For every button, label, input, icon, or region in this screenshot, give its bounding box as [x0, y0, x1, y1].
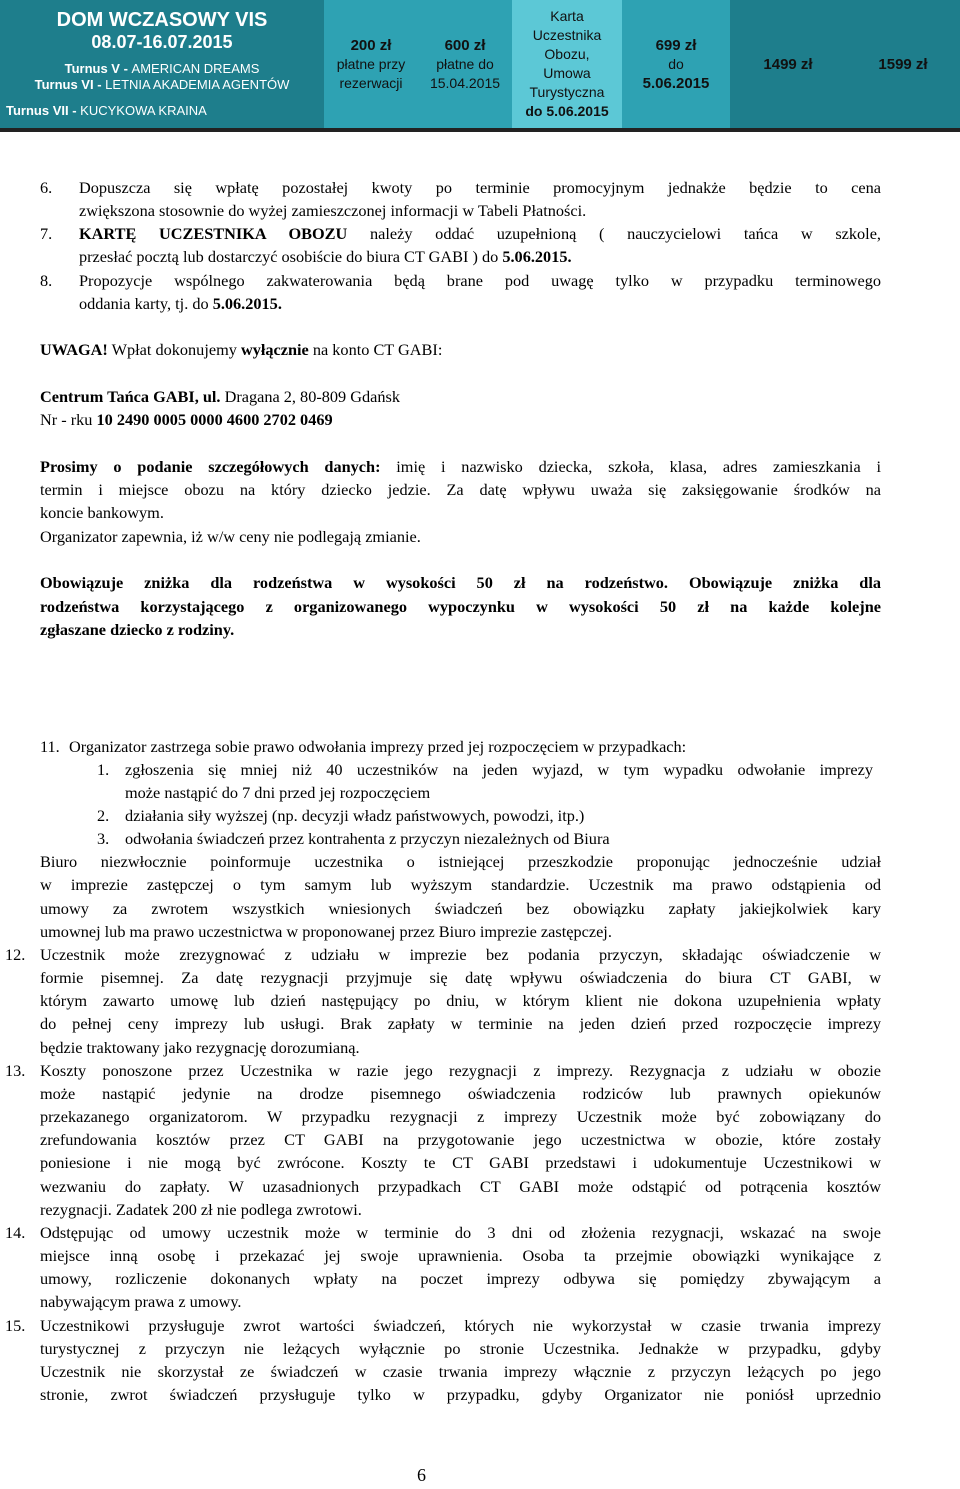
sec-13-line-2: może nastąpić jedynie na drodze pisemnego oświadczenia rodziców lub prawnych opiekunów	[40, 1084, 881, 1103]
item-6-line-1: Dopuszcza się wpłatę pozostałej kwoty po terminie promocyjnym jednakże będzie to cena	[79, 178, 881, 197]
sec-14-line-4: nabywającym prawa z umowy.	[40, 1292, 242, 1311]
camp-dates: 08.07-16.07.2015	[91, 32, 233, 52]
sec-11-sub-2: działania siły wyższej (np. decyzji władz państwowych, powodzi, itp.)	[125, 806, 585, 825]
sec-14-line-3: umowy, rozliczenie dokonanych wpłaty na poczet imprezy odbywa się pomiędzy zbywającym a	[40, 1269, 881, 1288]
sec-14-line-2: miejsce inną osobę i przekazać jej swoje uprawnienia. Osoba ta przejmie obowiązki wynikające z	[40, 1246, 881, 1265]
details-line-1: Prosimy o podanie szczegółowych danych: imię i nazwisko dziecka, szkoła, klasa, adres zamieszkania i	[40, 457, 881, 476]
sec-15-number: 15.	[5, 1316, 26, 1335]
header-divider	[0, 128, 960, 150]
bank-address: Centrum Tańca GABI, ul. Dragana 2, 80-809 Gdańsk	[40, 387, 400, 406]
item-6-line-2: zwiększona stosownie do wyżej zamieszczonej informacji w Tabeli Płatności.	[79, 201, 587, 220]
sec-13-line-6: wezwaniu do zapłaty. W uzasadnionych przypadkach CT GABI może odstąpić od potrącenia kosztów	[40, 1177, 881, 1196]
camp-title: DOM WCZASOWY VIS	[56, 9, 268, 31]
payment-notice: UWAGA! Wpłat dokonujemy wyłącznie na konto CT GABI:	[40, 340, 443, 359]
sec-13-line-5: poniesione i nie mogą być zwrócone. Koszty te CT GABI przedstawi i udokumentuje Uczestnikowi w	[40, 1153, 881, 1172]
discount-line-1: Obowiązuje zniżka dla rodzeństwa w wysokości 50 zł na rodzeństwo. Obowiązuje zniżka dla	[40, 573, 881, 592]
sec-11-number: 11.	[40, 737, 60, 756]
sec-13-line-7: rezygnacji. Zadatek 200 zł nie podlega zwrotowi.	[40, 1200, 362, 1219]
price-1499-cell: 1499 zł	[730, 0, 846, 128]
sec-11-sub-3-number: 3.	[97, 829, 110, 848]
sec-12-number: 12.	[5, 945, 26, 964]
sec-11-intro: Organizator zastrzega sobie prawo odwołania imprezy przed jej rozpoczęciem w przypadkach:	[69, 737, 687, 756]
sec-14-line-1: Odstępując od umowy uczestnik może w terminie do 3 dni od złożenia rezygnacji, wskazać na swoje	[40, 1223, 881, 1242]
sec-13-line-3: przekazanego organizatorom. W przypadku rezygnacji z imprezy Uczestnik może być zobowiązany do	[40, 1107, 881, 1126]
sec-11-sub-1-line-2: może nastąpić do 7 dni przed jej rozpoczęciem	[125, 783, 431, 802]
documents-cell: Karta Uczestnika Obozu, Umowa Turystyczna do 5.06.2015	[512, 0, 622, 128]
sec-11-para-4: umownej lub ma prawo uczestnictwa w proponowanej przez Biuro imprezie zastępczej.	[40, 922, 612, 941]
item-8-number: 8.	[40, 271, 53, 290]
sec-11-sub-1-line-1: zgłoszenia się mniej niż 40 uczestników na jeden wyjazd, w tym wypadku odwołanie imprezy	[125, 760, 873, 779]
account-number: Nr - rku 10 2490 0005 0000 4600 2702 0469	[40, 410, 333, 429]
sec-12-line-2: formie pisemnej. Za datę rezygnacji przyjmuje się datę wpływu oświadczenia do biura CT GABI, w	[40, 968, 881, 987]
details-line-4: Organizator zapewnia, iż w/w ceny nie podlegają zmianie.	[40, 527, 421, 546]
sec-12-line-3: którym zawarto umowę lub dzień następujący po dniu, w którym klient nie dokona uzupełnienia wpłaty	[40, 991, 881, 1010]
item-8-line-2: oddania karty, tj. do 5.06.2015.	[79, 294, 282, 313]
sec-15-line-1: Uczestnikowi przysługuje zwrot wartości świadczeń, których nie wykorzystał w czasie trwania imprezy	[40, 1316, 881, 1335]
price-table-header	[0, 0, 960, 150]
discount-line-3: zgłaszane dziecko z rodziny.	[40, 620, 235, 639]
turnus-vii: Turnus VII - KUCYKOWA KRAINA	[6, 103, 207, 118]
item-7-number: 7.	[40, 224, 53, 243]
sec-13-number: 13.	[5, 1061, 26, 1080]
sec-13-line-4: zrefundowania kosztów przez CT GABI na przygotowanie jego uczestnictwa w obozie, które zostały	[40, 1130, 881, 1149]
price-1599-cell: 1599 zł	[846, 0, 960, 128]
sec-11-para-2: w imprezie zastępczej o tym samym lub wyższym standardzie. Uczestnik ma prawo odstąpienia od	[40, 875, 881, 894]
sec-11-para-3: umowy za zwrotem wszystkich wniesionych świadczeń bez obowiązku zapłaty jakiejkolwiek kary	[40, 899, 881, 918]
sec-13-line-1: Koszty ponoszone przez Uczestnika w razie jego rezygnacji z imprezy. Rezygnacja z udziału w obozie	[40, 1061, 881, 1080]
payment-june-cell: 699 zł do 5.06.2015	[622, 0, 730, 128]
item-8-line-1: Propozycje wspólnego zakwaterowania będą brane pod uwagę tylko w przypadku terminowego	[79, 271, 881, 290]
details-line-3: koncie bankowym.	[40, 503, 164, 522]
page-number: 6	[417, 1465, 426, 1485]
item-6-number: 6.	[40, 178, 53, 197]
item-7-line-2: przesłać pocztą lub dostarczyć osobiście do biura CT GABI ) do 5.06.2015.	[79, 247, 572, 266]
discount-line-2: rodzeństwa korzystającego z organizowanego wypoczynku w wysokości 50 zł na każde kolejne	[40, 597, 881, 616]
sec-12-line-4: do pełnej ceny imprezy lub usługi. Brak zapłaty w terminie na jeden dzień przed rozpoczęcie imprezy	[40, 1014, 881, 1033]
turnus-vi: Turnus VI - LETNIA AKADEMIA AGENTÓW	[34, 77, 290, 92]
sec-12-line-5: będzie traktowany jako rezygnację dorozumianą.	[40, 1038, 360, 1057]
sec-11-para-1: Biuro niezwłocznie poinformuje uczestnika o istniejącej przeszkodzie proponując jednocześnie udział	[40, 852, 881, 871]
sec-15-line-4: stronie, zwrot świadczeń przysługuje tylko w przypadku, gdyby Organizator nie poniósł uprzednio	[40, 1385, 881, 1404]
sec-12-line-1: Uczestnik może zrezygnować z udziału w imprezie bez podania przyczyn, składając oświadczenie w	[40, 945, 881, 964]
item-7-line-1: KARTĘ UCZESTNIKA OBOZU należy oddać uzupełnioną ( nauczycielowi tańca w szkole,	[79, 224, 881, 243]
payment-reservation-cell: 200 zł płatne przy rezerwacji	[324, 0, 418, 128]
payment-april-cell: 600 zł płatne do 15.04.2015	[418, 0, 512, 128]
sec-15-line-3: Uczestnik nie skorzystał ze świadczeń w czasie trwania imprezy włącznie z przyczyn leżących po jego	[40, 1362, 881, 1381]
details-line-2: termin i miejsce obozu na który dziecko jedzie. Za datę wpływu uważa się zaksięgowanie środków na	[40, 480, 881, 499]
sec-11-sub-2-number: 2.	[97, 806, 110, 825]
sec-11-sub-1-number: 1.	[97, 760, 110, 779]
sec-11-sub-3: odwołania świadczeń przez kontrahenta z przyczyn niezależnych od Biura	[125, 829, 610, 848]
sec-15-line-2: turystycznej z przyczyn nie leżących wyłącznie po stronie Uczestnika. Jednakże w przypadku, gdyby	[40, 1339, 881, 1358]
camp-info-cell	[0, 0, 324, 128]
turnus-v: Turnus V - AMERICAN DREAMS	[64, 61, 260, 76]
sec-14-number: 14.	[5, 1223, 26, 1242]
